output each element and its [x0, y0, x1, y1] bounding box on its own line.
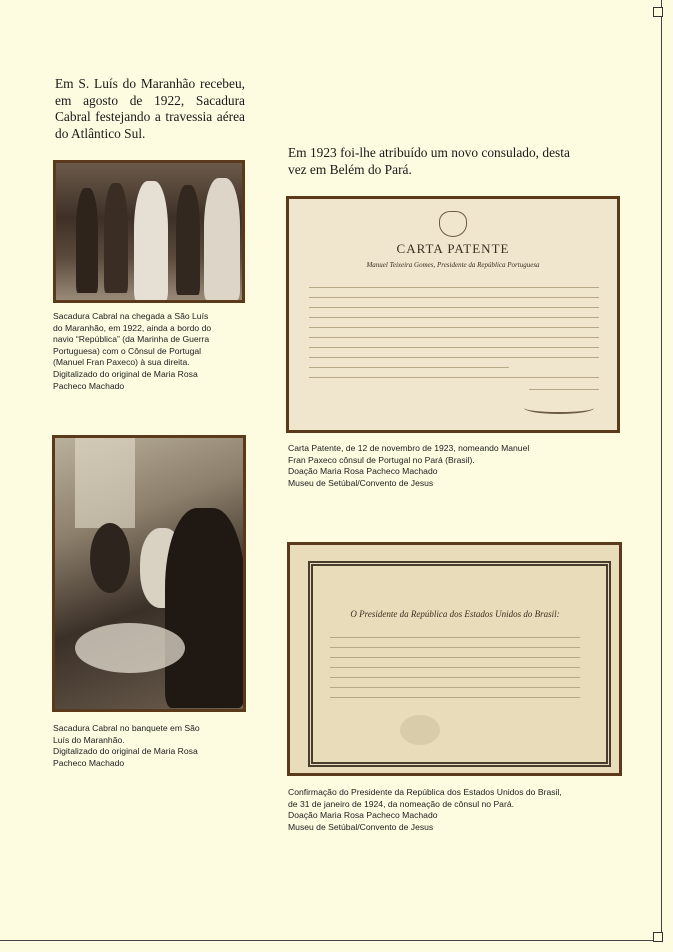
photo2-caption: Sacadura Cabral no banquete em São Luís do Maranhão. Digitalizado do original de Maria Rosa Pacheco Machado	[53, 723, 200, 768]
photo-banquet	[52, 435, 246, 712]
doc1-title: CARTA PATENTE	[396, 241, 510, 256]
coat-of-arms-icon	[439, 211, 467, 237]
corner-mark-bottom	[653, 932, 663, 942]
document-confirmacao-brasil	[287, 542, 622, 776]
intro-left-text: Em S. Luís do Maranhão recebeu, em agosto de 1922, Sacadura Cabral festejando a travessia aérea do Atlântico Sul.	[55, 76, 245, 141]
photo1-caption: Sacadura Cabral na chegada a São Luís do Maranhão, em 1922, ainda a bordo do navio “República” (da Marinha de Guerra Portuguesa) com o Cônsul de Portugal (Manuel Fran Paxeco) à sua direita. Digitalizado do original de Maria Rosa Pacheco Machado	[53, 311, 212, 391]
doc2-title: O Presidente da República dos Estados Unidos do Brasil:	[350, 609, 560, 619]
intro-right-text: Em 1923 foi-lhe atribuído um novo consulado, desta vez em Belém do Pará.	[288, 145, 570, 177]
photo-arrival-sao-luis	[53, 160, 245, 303]
doc1-caption: Carta Patente, de 12 de novembro de 1923, nomeando Manuel Fran Paxeco cônsul de Portugal no Pará (Brasil). Doação Maria Rosa Pacheco Machado Museu de Setúbal/Convento de Jesus	[288, 443, 530, 488]
doc2-caption: Confirmação do Presidente da República dos Estados Unidos do Brasil, de 31 de janeiro de 1924, da nomeação de cônsul no Pará. Doação Maria Rosa Pacheco Machado Museu de Setúbal/Convento de Jesus	[288, 787, 562, 832]
corner-mark-top	[653, 7, 663, 17]
seal-icon	[400, 715, 440, 745]
signature	[524, 402, 594, 414]
document-carta-patente	[286, 196, 620, 433]
doc1-subtitle: Manuel Teixeira Gomes, Presidente da República Portuguesa	[366, 261, 540, 269]
